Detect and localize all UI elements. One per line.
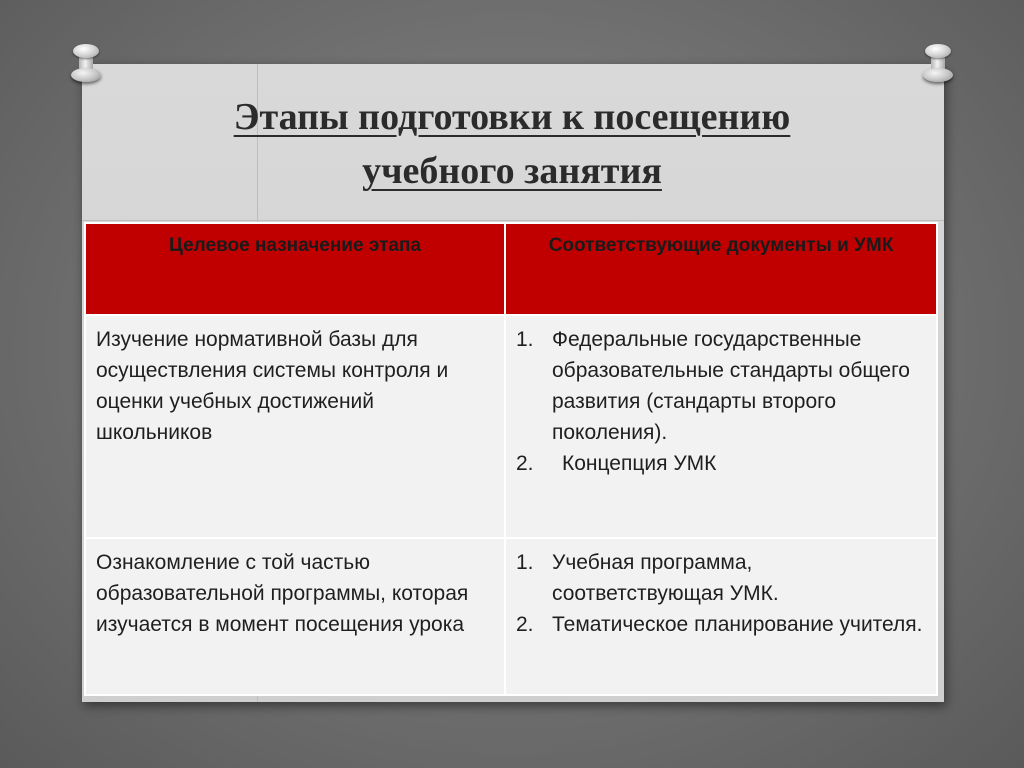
cell-purpose: Изучение нормативной базы для осуществления системы контроля и оценки учебных достижений школьников bbox=[85, 315, 505, 538]
table-header-row bbox=[85, 223, 937, 315]
pushpin-icon-right bbox=[918, 44, 958, 84]
table-row bbox=[85, 538, 937, 695]
decorative-horizontal-line bbox=[82, 220, 944, 221]
title-line-1: Этапы подготовки к посещению bbox=[233, 96, 791, 138]
cell-purpose: Ознакомление с той частью образовательной программы, которая изучается в момент посещения урока bbox=[85, 538, 505, 695]
documents-list bbox=[516, 547, 926, 640]
list-number: 2. bbox=[516, 452, 534, 475]
table-row bbox=[85, 315, 937, 538]
page-title bbox=[100, 90, 924, 198]
documents-list bbox=[516, 324, 926, 479]
cell-documents bbox=[505, 538, 937, 695]
list-item bbox=[516, 547, 926, 609]
title-line-2: учебного занятия bbox=[362, 150, 662, 192]
list-text: Тематическое планирование учителя. bbox=[552, 613, 923, 636]
list-item bbox=[516, 609, 926, 640]
header-purpose: Целевое назначение этапа bbox=[85, 223, 505, 315]
cell-documents bbox=[505, 315, 937, 538]
list-text: Федеральные государственные образовательные стандарты общего развития (стандарты второго поколения). bbox=[552, 328, 910, 444]
list-number: 1. bbox=[516, 328, 534, 351]
list-number: 1. bbox=[516, 551, 534, 574]
stages-table bbox=[84, 222, 938, 696]
list-number: 2. bbox=[516, 613, 534, 636]
list-text: Учебная программа, соответствующая УМК. bbox=[552, 551, 779, 605]
header-documents: Соответствующие документы и УМК bbox=[505, 223, 937, 315]
list-item bbox=[516, 448, 926, 479]
list-text: Концепция УМК bbox=[562, 452, 717, 475]
list-item bbox=[516, 324, 926, 448]
pushpin-icon-left bbox=[66, 44, 106, 84]
